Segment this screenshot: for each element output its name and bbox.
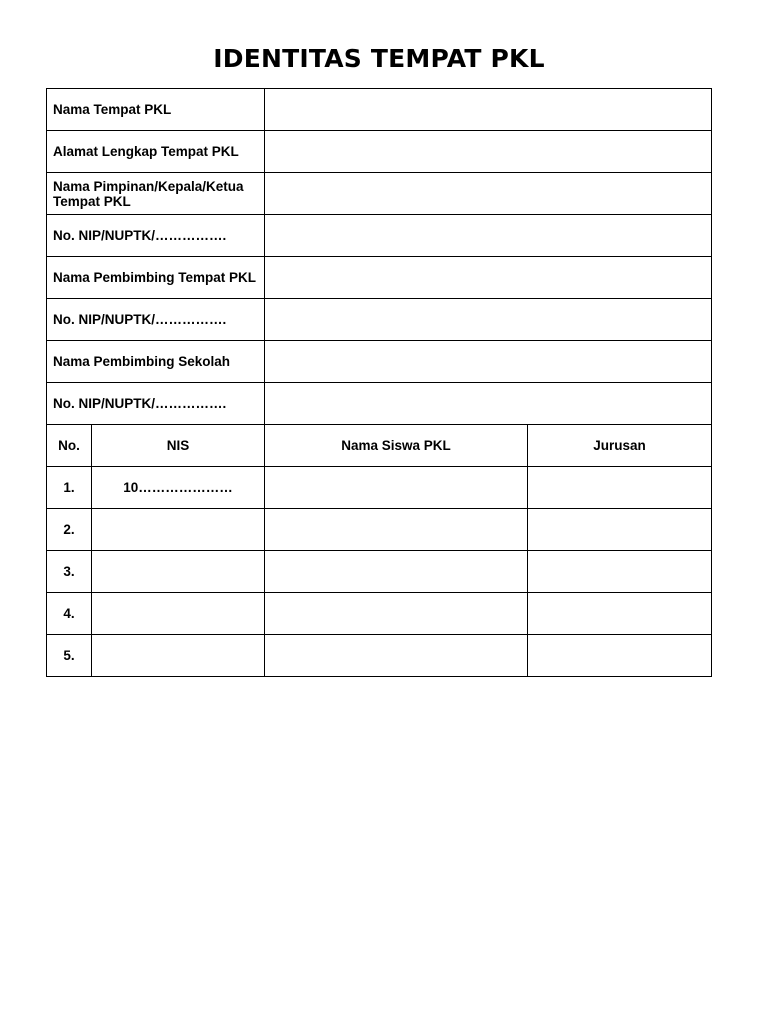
info-row <box>47 215 712 257</box>
student-no: 3. <box>47 551 92 593</box>
info-label: No. NIP/NUPTK/……………. <box>47 215 265 257</box>
page-title: IDENTITAS TEMPAT PKL <box>213 44 545 73</box>
header-nis: NIS <box>92 425 265 467</box>
student-major-field[interactable] <box>528 509 712 551</box>
student-row <box>47 467 712 509</box>
student-no: 5. <box>47 635 92 677</box>
student-nis-field[interactable]: 10………………… <box>92 467 265 509</box>
info-value-field[interactable] <box>265 257 712 299</box>
info-value-field[interactable] <box>265 215 712 257</box>
student-name-field[interactable] <box>265 635 528 677</box>
info-label: Nama Pembimbing Tempat PKL <box>47 257 265 299</box>
info-label: Nama Pembimbing Sekolah <box>47 341 265 383</box>
header-no: No. <box>47 425 92 467</box>
info-row <box>47 173 712 215</box>
student-nis-field[interactable] <box>92 551 265 593</box>
info-value-field[interactable] <box>265 173 712 215</box>
student-name-field[interactable] <box>265 509 528 551</box>
student-nis-field[interactable] <box>92 635 265 677</box>
student-major-field[interactable] <box>528 467 712 509</box>
identity-form-table <box>46 88 712 677</box>
info-label: No. NIP/NUPTK/……………. <box>47 299 265 341</box>
student-row <box>47 593 712 635</box>
student-major-field[interactable] <box>528 551 712 593</box>
info-row <box>47 257 712 299</box>
student-no: 4. <box>47 593 92 635</box>
student-name-field[interactable] <box>265 551 528 593</box>
student-nis-field[interactable] <box>92 509 265 551</box>
info-row <box>47 299 712 341</box>
info-value-field[interactable] <box>265 131 712 173</box>
info-row <box>47 341 712 383</box>
student-row <box>47 509 712 551</box>
student-nis-field[interactable] <box>92 593 265 635</box>
header-major: Jurusan <box>528 425 712 467</box>
student-row <box>47 635 712 677</box>
student-major-field[interactable] <box>528 635 712 677</box>
student-no: 2. <box>47 509 92 551</box>
info-label: Nama Pimpinan/Kepala/Ketua Tempat PKL <box>47 173 265 215</box>
student-name-field[interactable] <box>265 593 528 635</box>
student-name-field[interactable] <box>265 467 528 509</box>
student-major-field[interactable] <box>528 593 712 635</box>
header-student-name: Nama Siswa PKL <box>265 425 528 467</box>
student-header-row <box>47 425 712 467</box>
info-label: No. NIP/NUPTK/……………. <box>47 383 265 425</box>
info-value-field[interactable] <box>265 299 712 341</box>
info-row <box>47 383 712 425</box>
student-no: 1. <box>47 467 92 509</box>
info-label: Alamat Lengkap Tempat PKL <box>47 131 265 173</box>
info-value-field[interactable] <box>265 341 712 383</box>
info-row <box>47 89 712 131</box>
info-row <box>47 131 712 173</box>
info-value-field[interactable] <box>265 89 712 131</box>
info-value-field[interactable] <box>265 383 712 425</box>
info-label: Nama Tempat PKL <box>47 89 265 131</box>
student-row <box>47 551 712 593</box>
